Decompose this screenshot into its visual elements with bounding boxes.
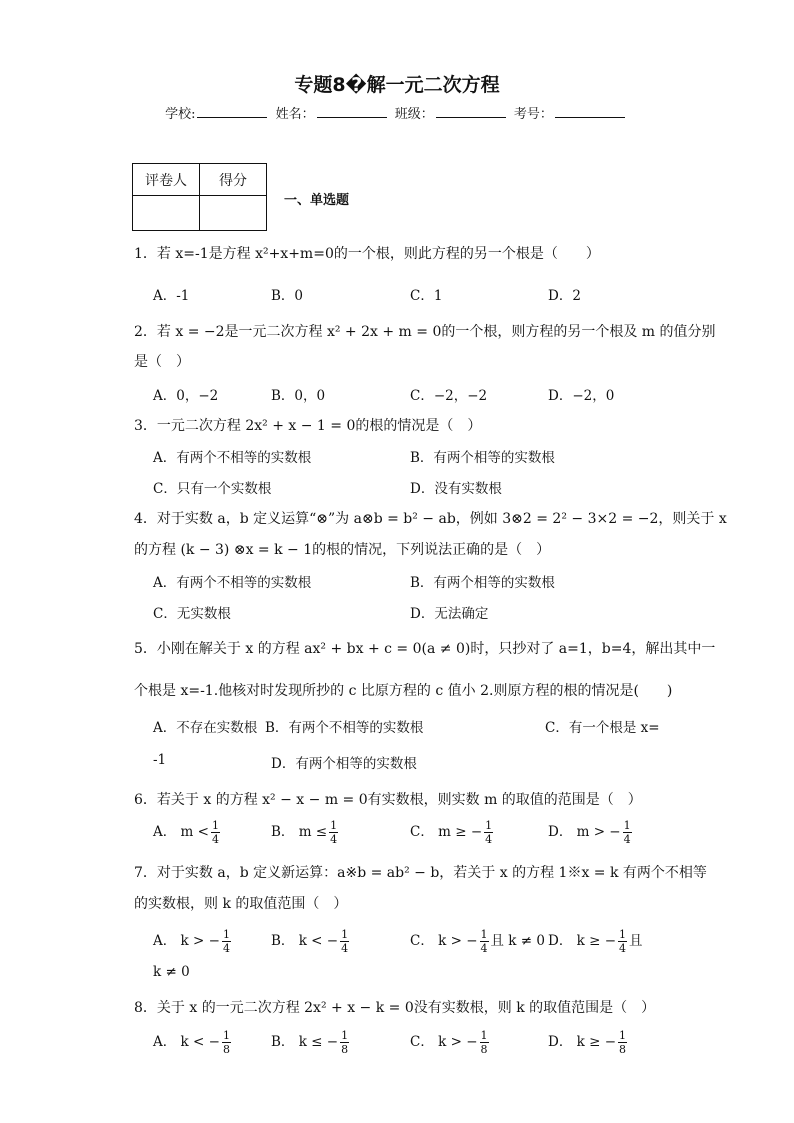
q3-option-d: D．没有实数根: [410, 481, 502, 497]
school-label: 学校:: [165, 107, 196, 122]
q7-d-label: D． k ≥ −: [548, 933, 617, 949]
fraction: [618, 928, 627, 955]
q6-option-a: [153, 819, 222, 846]
fraction: [618, 1029, 627, 1056]
denominator: 8: [341, 1043, 349, 1056]
q6-option-d: [548, 819, 634, 846]
q2-option-d: D．−2，0: [548, 388, 615, 404]
section-heading: 一、单选题: [284, 193, 350, 208]
q5-option-a: A．不存在实数根: [153, 720, 258, 736]
numerator: 1: [222, 1029, 230, 1042]
fraction: [222, 928, 231, 955]
q7-d-tail: 且: [629, 933, 643, 949]
question-5-stem-line2: 个根是 x=-1.他核对时发现所抄的 c 比原方程的 c 值小 2.则原方程的根的情况是( ): [134, 683, 673, 699]
numerator: 1: [623, 819, 631, 832]
q8-option-c: [410, 1029, 491, 1056]
denominator: 4: [480, 942, 488, 955]
q6-d-label: D． m > −: [548, 824, 621, 840]
q3-option-a: A．有两个不相等的实数根: [153, 450, 312, 466]
fraction: [222, 1029, 231, 1056]
q7-option-d-continued: k ≠ 0: [153, 964, 190, 980]
q8-option-d: [548, 1029, 629, 1056]
question-6-stem: 6．若关于 x 的方程 x² − x − m = 0有实数根，则实数 m 的取值的范围是（ ）: [134, 792, 642, 808]
numerator: 1: [341, 1029, 349, 1042]
q5-option-d: D．有两个相等的实数根: [271, 756, 417, 772]
fraction: [480, 928, 489, 955]
q7-c-tail: 且 k ≠ 0: [490, 933, 545, 949]
q8-d-label: D． k ≥ −: [548, 1034, 617, 1050]
score-header: 得分: [200, 164, 267, 196]
question-2-stem-line1: 2．若 x = −2是一元二次方程 x² + 2x + m = 0的一个根，则方程的另一个根及 m 的值分别: [134, 324, 716, 340]
question-3-stem: 3．一元二次方程 2x² + x − 1 = 0的根的情况是（ ）: [134, 418, 482, 434]
q1-option-a: A．-1: [153, 288, 190, 304]
numerator: 1: [619, 928, 627, 941]
numerator: 1: [485, 819, 493, 832]
q7-option-c: [410, 928, 545, 955]
question-4-stem-line2: 的方程 (k − 3) ⊗x = k − 1的根的情况，下列说法正确的是（ ）: [134, 542, 551, 558]
numerator: 1: [211, 819, 219, 832]
q3-option-c: C．只有一个实数根: [153, 481, 272, 497]
score-cell: [200, 196, 267, 231]
fraction: [480, 1029, 489, 1056]
student-info-line: [0, 103, 794, 122]
q1-option-c: C．1: [410, 288, 443, 304]
q2-option-b: B．0，0: [271, 388, 326, 404]
q5-option-c: C．有一个根是 x=: [545, 720, 660, 736]
q7-option-b: [271, 928, 351, 955]
score-table: [132, 163, 267, 231]
class-blank: [436, 105, 506, 118]
q4-option-d: D．无法确定: [410, 606, 489, 622]
q4-option-b: B．有两个相等的实数根: [410, 575, 555, 591]
numerator: 1: [341, 928, 349, 941]
denominator: 4: [341, 942, 349, 955]
q2-option-c: C．−2，−2: [410, 388, 488, 404]
q6-b-label: B． m ≤: [271, 824, 328, 840]
grader-cell: [133, 196, 200, 231]
q3-option-b: B．有两个相等的实数根: [410, 450, 555, 466]
numerator: 1: [480, 928, 488, 941]
q6-option-c: [410, 819, 495, 846]
question-7-stem-line1: 7．对于实数 a，b 定义新运算：a※b = ab² − b，若关于 x 的方程 1※x = k 有两个不相等: [134, 865, 707, 881]
question-5-stem-line1: 5．小刚在解关于 x 的方程 ax² + bx + c = 0(a ≠ 0)时，只抄对了 a=1，b=4，解出其中一: [134, 641, 716, 657]
denominator: 4: [485, 833, 493, 846]
denominator: 8: [480, 1043, 488, 1056]
q8-c-label: C． k > −: [410, 1034, 478, 1050]
fraction: [211, 819, 220, 846]
q1-option-b: B．0: [271, 288, 304, 304]
denominator: 4: [623, 833, 631, 846]
q6-a-label: A． m <: [153, 824, 209, 840]
q8-a-label: A． k < −: [153, 1034, 220, 1050]
denominator: 4: [222, 942, 230, 955]
q5-option-b: B．有两个不相等的实数根: [265, 720, 424, 736]
q1-option-d: D．2: [548, 288, 581, 304]
q7-option-d: [548, 928, 643, 955]
document-title: 专题8�解一元二次方程: [294, 74, 500, 96]
question-7-stem-line2: 的实数根，则 k 的取值范围（ ）: [134, 896, 348, 912]
school-blank: [197, 105, 267, 118]
q7-b-label: B． k < −: [271, 933, 339, 949]
fraction: [623, 819, 632, 846]
q2-option-a: A．0，−2: [153, 388, 219, 404]
fraction: [340, 928, 349, 955]
q6-c-label: C． m ≥ −: [410, 824, 483, 840]
denominator: 8: [619, 1043, 627, 1056]
grader-header: 评卷人: [133, 164, 200, 196]
question-8-stem: 8．关于 x 的一元二次方程 2x² + x − k = 0没有实数根，则 k 的取值范围是（ ）: [134, 1000, 656, 1016]
id-blank: [555, 105, 625, 118]
name-blank: [317, 105, 387, 118]
numerator: 1: [619, 1029, 627, 1042]
q8-option-a: [153, 1029, 233, 1056]
q7-a-label: A． k > −: [153, 933, 220, 949]
fraction: [340, 1029, 349, 1056]
question-4-stem-line1: 4．对于实数 a，b 定义运算“⊗”为 a⊗b = b² − ab，例如 3⊗2 = 2² − 3×2 = −2，则关于 x: [134, 511, 727, 527]
denominator: 4: [619, 942, 627, 955]
denominator: 8: [222, 1043, 230, 1056]
q5-option-c-continued: -1: [153, 752, 167, 768]
id-label: 考号：: [513, 107, 553, 122]
numerator: 1: [480, 1029, 488, 1042]
q6-option-b: [271, 819, 340, 846]
fraction: [329, 819, 338, 846]
q8-option-b: [271, 1029, 351, 1056]
question-2-stem-line2: 是（ ）: [134, 354, 190, 370]
q4-option-c: C．无实数根: [153, 606, 231, 622]
denominator: 4: [211, 833, 219, 846]
question-1-stem: 1．若 x=-1是方程 x²+x+m=0的一个根，则此方程的另一个根是（ ）: [134, 246, 600, 262]
name-label: 姓名：: [275, 107, 315, 122]
q7-c-label: C． k > −: [410, 933, 478, 949]
q8-b-label: B． k ≤ −: [271, 1034, 339, 1050]
fraction: [484, 819, 493, 846]
q4-option-a: A．有两个不相等的实数根: [153, 575, 312, 591]
numerator: 1: [330, 819, 338, 832]
q7-option-a: [153, 928, 233, 955]
class-label: 班级：: [394, 107, 434, 122]
denominator: 4: [330, 833, 338, 846]
numerator: 1: [222, 928, 230, 941]
